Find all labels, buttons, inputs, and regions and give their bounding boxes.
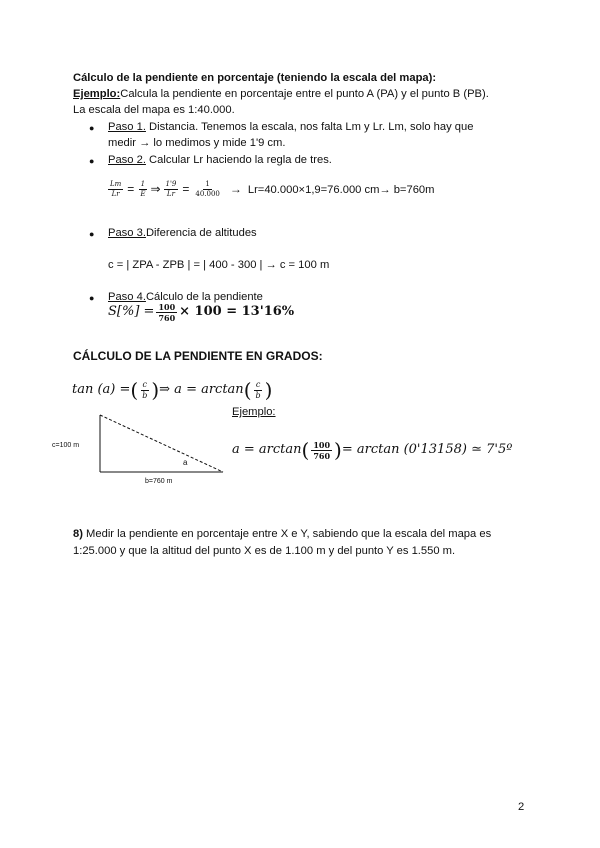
bullet-icon: ● [89,123,95,133]
step-2 [108,152,332,168]
example-label: Ejemplo: [73,88,121,100]
example-text: Calcula la pendiente en porcentaje entre el punto A (PA) y el punto B (PB). [120,88,489,100]
section-title: CÁLCULO DE LA PENDIENTE EN GRADOS: [73,349,323,363]
bullet-icon: ● [89,293,95,303]
fraction: $\frac{c}{b}$ [255,379,261,400]
step-text: Diferencia de altitudes [145,227,257,239]
side-label: c=100 m [52,442,80,449]
step-1 [108,119,528,135]
step-text: Calcular Lr haciendo la regla de tres. [145,154,332,166]
fraction: $\frac{c}{b}$ [142,379,148,400]
page-number: 2 [518,801,525,813]
fraction: $\frac{100}{760}$ [158,302,176,323]
exercise-text: Medir la pendiente en porcentaje entre X e Y, sabiendo que la escala del mapa es [82,528,492,540]
step-3 [108,225,257,241]
exercise-8 [73,526,533,542]
section-title: Cálculo de la pendiente en porcentaje (teniendo la escala del mapa): [73,72,437,84]
scale-formula: $\frac{Lm}{Lr}$ = $\frac{1}{E}$ ⇒ $\frac{1'9}{Lr}$ = $\frac{1}{40.000}$ → Lr=40.000×1,9=76.000 cm→ b=760m [110,180,435,199]
bullet-icon: ● [89,156,95,166]
slope-formula: S[%] = $\frac{100}{760}$ × 100 = 13'16% [108,302,295,323]
step-1-continuation: medir → lo medimos y mide 1'9 cm. [108,137,286,149]
scale-line: La escala del mapa es 1:40.000. [73,104,235,116]
fraction: $\frac{1}{40.000}$ [195,180,220,199]
altitude-formula: c = | ZPA - ZPB | = | 400 - 300 | → c = 100 m [108,259,330,271]
bullet-icon: ● [89,229,95,239]
example-label: Ejemplo: [232,406,276,418]
step-text: Cálculo de la pendiente [145,291,263,303]
fraction: $\frac{1}{E}$ [140,180,146,199]
fraction: $\frac{100}{760}$ [313,439,331,461]
arctan-formula: a = arctan ( $\frac{100}{760}$ ) = arctan (0'13158) ≃ 7'5º [232,438,513,462]
base-label: b=760 m [145,478,173,485]
exercise-8-continuation: 1:25.000 y que la altitud del punto X es de 1.100 m y del punto Y es 1.550 m. [73,545,456,557]
step-label: Paso 1. [108,121,146,133]
angle-label: a [183,458,188,467]
step-label: Paso 3. [108,227,146,239]
fraction: $\frac{1'9}{Lr}$ [165,180,177,199]
fraction: $\frac{Lm}{Lr}$ [110,180,122,199]
exercise-number: 8) [73,528,83,540]
step-label: Paso 4. [108,291,146,303]
formula-result: Lr=40.000×1,9=76.000 cm→ b=760m [247,183,435,196]
step-text: Distancia. Tenemos la escala, nos falta Lm y Lr. Lm, solo hay que [145,121,474,133]
step-label: Paso 2. [108,154,146,166]
tan-formula: tan (a) = ( $\frac{c}{b}$ ) ⇒ a = arctan ( $\frac{c}{b}$ ) [72,378,273,402]
example-paragraph [73,86,533,102]
